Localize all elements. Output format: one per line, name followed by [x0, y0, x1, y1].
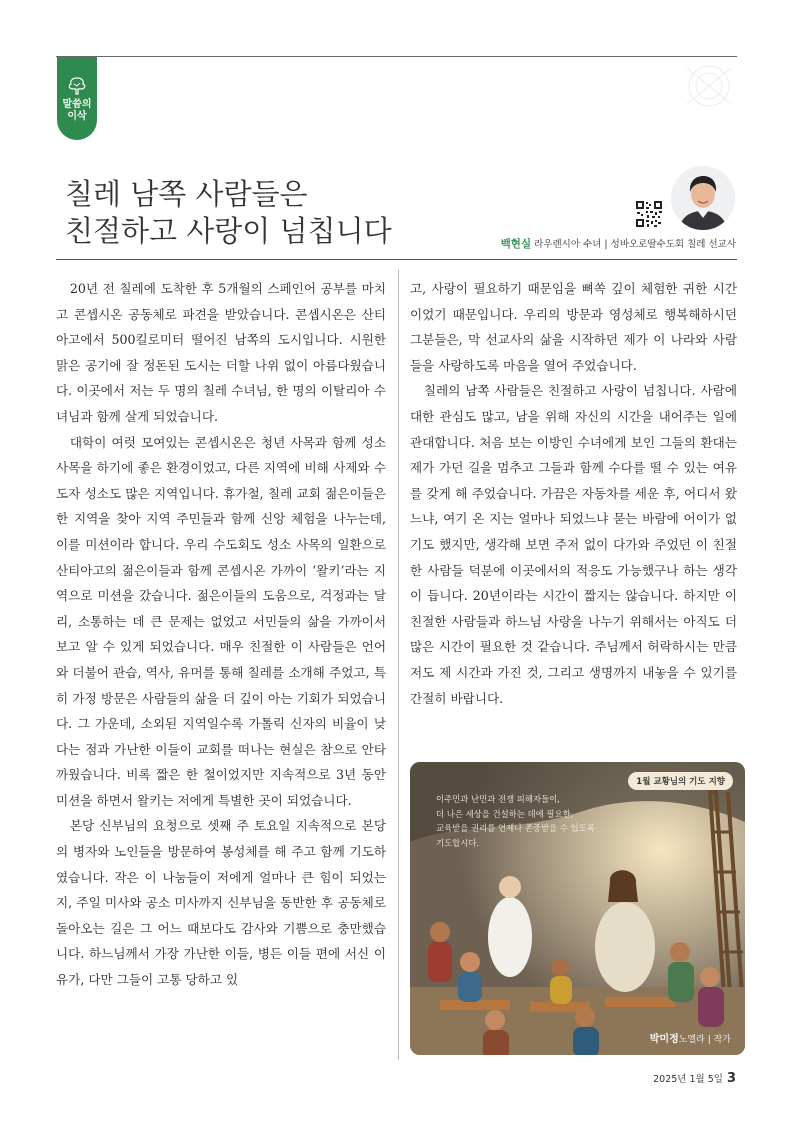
paragraph: 대학이 여럿 모여있는 콘셉시온은 청년 사목과 함께 성소 사목을 하기에 좋은 환경이었고, 다른 지역에 비해 사제와 수도자 성소도 많은 지역입니다. 휴가철, 칠레 교회 젊은이들은 한 지역을 찾아 지역 주민들과 함께 신앙 체험을 나누는데, 이를 미션이라 합니다. 우리 수도회도 성소 사목의 일환으로 산티아고의 젊은이들과 함께 콘셉시온 가까이 ‘왈키’라는 지역으로 미션을 갔습니다. 젊은이들의 도움으로, 걱정과는 달리, 소통하는 데 큰 문제는 없었고 서민들의 삶을 가까이서 보고 알 수 있게 되었습니다. 매우 친절한 이 사람들은 언어와 더불어 관습, 역사, 유머를 통해 칠레를 소개해 주었고, 특히 가정 방문은 사람들의 삶을 더 깊이 아는 기회가 되었습니다. 그 가운데, 소외된 지역일수록 가톨릭 신자의 비율이 낮다는 점과 가난한 이들이 교회를 떠나는 현실은 참으로 안타까웠습니다. 비록 짧은 한 철이었지만 지속적으로 3년 동안 미션을 하면서 왈키는 저에게 특별한 곳이 되었습니다.	[56, 434, 386, 808]
qr-code-icon[interactable]	[635, 200, 663, 228]
article-column-left	[56, 276, 386, 993]
article-title	[65, 176, 392, 250]
paragraph: 고, 사랑이 필요하기 때문임을 뼈쏙 깊이 체험한 귀한 시간이었기 때문입니다. 우리의 방문과 영성체로 행복해하시던 그분들은, 막 선교사의 삶을 시작하던 제가 이 나라와 사람들을 사랑하도록 마음을 열어 주었습니다.	[410, 281, 737, 373]
artist-role: 작가	[713, 1035, 731, 1045]
prayer-line: 더 나은 세상을 건설하는 데에 필요한,	[436, 808, 574, 819]
header-rule	[56, 259, 737, 260]
paragraph: 20년 전 칠레에 도착한 후 5개월의 스페인어 공부를 마치고 콘셉시온 공동체로 파견을 받았습니다. 콘셉시온은 산티아고에서 500킬로미터 떨어진 남쪽의 도시입니다. 시원한 맑은 공기에 잘 정돈된 도시는 더할 나위 없이 아름다웠습니다. 이곳에서 저는 두 명의 칠레 수녀님, 한 명의 이탈리아 수녀님과 함께 살게 되었습니다.	[56, 281, 386, 424]
title-line-2: 친절하고 사랑이 넘칩니다	[65, 214, 392, 248]
issue-date: 2025년 1월 5일	[653, 1074, 723, 1085]
section-tag-line2: 이삭	[67, 111, 87, 122]
prayer-intention-text	[436, 792, 686, 850]
artist-name: 박미정	[649, 1034, 679, 1045]
byline-separator: |	[604, 239, 611, 250]
prayer-line: 교육받을 권리를 언제나 존중받을 수 있도록	[436, 823, 595, 833]
title-line-1: 칠레 남쪽 사람들은	[65, 177, 308, 211]
author-role: 라우렌시아 수녀	[534, 239, 602, 250]
prayer-line: 기도합시다.	[436, 837, 480, 848]
paragraph: 본당 신부님의 요청으로 셋째 주 토요일 지속적으로 본당의 병자와 노인들을 방문하여 봉성체를 해 주고 함께 기도하였습니다. 작은 이 나눔들이 저에게 얼마나 큰 힘이 되었는지, 주일 미사와 공소 미사까지 신부님을 동반한 후 공동체로 돌아오는 길은 그 어느 때보다도 감사와 기쁨으로 충만했습니다. 하느님께서 가장 가난한 이들, 병든 이들 편에 서신 이유가, 다만 그들이 고통 당하고 있	[56, 818, 386, 988]
author-affiliation: 성바오로딸수도회 칠레 선교사	[610, 239, 736, 250]
column-divider	[398, 270, 399, 1060]
section-tag-line1: 말씀의	[62, 99, 92, 110]
prayer-illustration	[410, 762, 745, 1055]
artist-baptism-name: 노엘라	[678, 1035, 705, 1045]
author-avatar	[671, 166, 735, 230]
author-byline	[501, 236, 736, 251]
author-photo-icon	[671, 166, 735, 230]
credit-separator: |	[707, 1035, 714, 1045]
page-number: 3	[726, 1071, 736, 1086]
decorative-pattern-icon	[682, 60, 736, 112]
paragraph: 칠레의 남쪽 사람들은 친절하고 사랑이 넘칩니다. 사람에 대한 관심도 많고, 남을 위해 자신의 시간을 내어주는 일에 관대합니다. 처음 보는 이방인 수녀에게 보인 그들의 환대는 제가 가던 길을 멈추고 그들과 함께 수다를 떨 수 있는 여유를 갖게 해 주었습니다. 가끔은 자동차를 세운 후, 어디서 왔느냐, 여기 온 지는 얼마나 되었느냐 묻는 바람에 어이가 없기도 했지만, 생각해 보면 주저 없이 다가와 주었던 이 친절한 사람들 덕분에 이곳에서의 적응도 가능했구나 하는 생각이 듭니다. 20년이라는 시간이 짧지는 않습니다. 하지만 이 친절한 사람들과 하느님 사랑을 나누기 위해서는 아직도 더 많은 시간이 필요한 것 같습니다. 주님께서 허락하시는 만큼 저도 제 시간과 가진 것, 그리고 생명까지 내놓을 수 있기를 간절히 바랍니다.	[410, 383, 737, 706]
author-name: 백현실	[500, 238, 532, 250]
article-column-right	[410, 276, 737, 711]
prayer-line: 이주민과 난민과 전쟁 피해자들이,	[436, 794, 560, 804]
prayer-intention-badge: 1월 교황님의 기도 지향	[628, 772, 733, 790]
page-footer	[653, 1071, 736, 1086]
section-tag	[57, 57, 97, 140]
artist-credit	[650, 1030, 731, 1045]
tree-icon	[67, 77, 87, 95]
top-rule	[56, 56, 737, 57]
